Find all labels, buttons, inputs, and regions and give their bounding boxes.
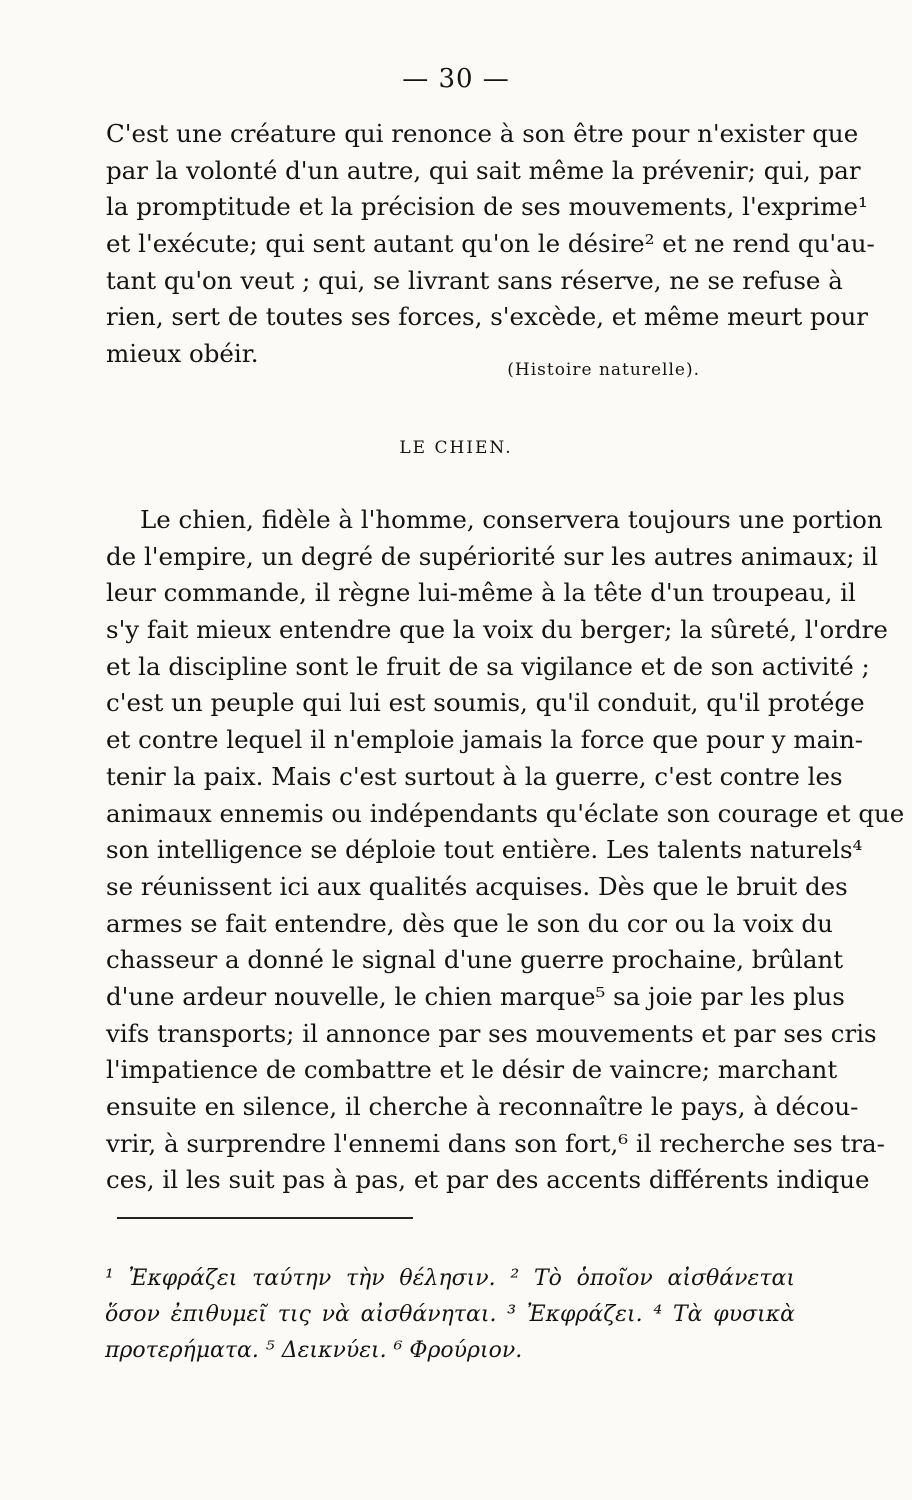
text-line: ensuite en silence, il cherche à reconnaître le pays, à décou- xyxy=(106,1092,859,1121)
text-line: de l'empire, un degré de supériorité sur les autres animaux; il xyxy=(106,541,878,571)
footnote-line: ¹ Ἐκφράζει ταύτην τὴν θέλησιν. ² Τὸ ὁποῖον αἰσθάνεται xyxy=(105,1266,795,1291)
source-attribution: (Histoire naturelle). xyxy=(507,360,700,380)
text-line: c'est un peuple qui lui est soumis, qu'il conduit, qu'il protége xyxy=(106,688,865,718)
paragraph-buffon-horse xyxy=(106,116,875,373)
text-line: chasseur a donné le signal d'une guerre prochaine, brûlant xyxy=(106,945,844,975)
section-title: LE CHIEN. xyxy=(399,438,513,458)
text-line: et l'exécute; qui sent autant qu'on le désire² et ne rend qu'au- xyxy=(106,229,875,259)
text-line: et la discipline sont le fruit de sa vigilance et de son activité ; xyxy=(106,651,870,681)
text-line: armes se fait entendre, dès que le son du cor ou la voix du xyxy=(106,908,833,938)
text-line: d'une ardeur nouvelle, le chien marque⁵ sa joie par les plus xyxy=(106,981,845,1011)
text-line: la promptitude et la précision de ses mouvements, l'exprime¹ xyxy=(106,192,868,222)
footnote-divider xyxy=(117,1217,413,1219)
text-line: rien, sert de toutes ses forces, s'excède, et même meurt pour xyxy=(106,302,868,332)
text-line: C'est une créature qui renonce à son être pour n'exister que xyxy=(106,119,859,148)
text-line: ces, il les suit pas à pas, et par des accents différents indique xyxy=(106,1165,870,1195)
text-line: mieux obéir. xyxy=(106,339,259,369)
paragraph-le-chien xyxy=(106,502,905,1199)
text-line: vifs transports; il annonce par ses mouvements et par ses cris xyxy=(106,1018,877,1048)
text-line: se réunissent ici aux qualités acquises. Dès que le bruit des xyxy=(106,871,848,901)
footnote-line: ὅσον ἐπιθυμεῖ τις νὰ αἰσθάνηται. ³ Ἐκφράζει. ⁴ Τὰ φυσικὰ xyxy=(105,1302,795,1327)
text-line: tenir la paix. Mais c'est surtout à la guerre, c'est contre les xyxy=(106,761,843,791)
footnotes xyxy=(105,1261,795,1369)
text-line: l'impatience de combattre et le désir de vaincre; marchant xyxy=(106,1055,838,1085)
text-line: son intelligence se déploie tout entière. Les talents naturels⁴ xyxy=(106,835,863,865)
page-number: — 30 — xyxy=(402,64,510,94)
text-line: tant qu'on veut ; qui, se livrant sans réserve, ne se refuse à xyxy=(106,265,843,295)
footnote-line: προτερήματα. ⁵ Δεικνύει. ⁶ Φρούριον. xyxy=(105,1338,523,1363)
text-line: vrir, à surprendre l'ennemi dans son fort,⁶ il recherche ses tra- xyxy=(106,1128,885,1158)
text-line: s'y fait mieux entendre que la voix du berger; la sûreté, l'ordre xyxy=(106,615,888,645)
text-line: et contre lequel il n'emploie jamais la force que pour y main- xyxy=(106,725,864,755)
text-line: par la volonté d'un autre, qui sait même la prévenir; qui, par xyxy=(106,155,861,185)
text-line: animaux ennemis ou indépendants qu'éclate son courage et que xyxy=(106,798,905,828)
text-line: Le chien, fidèle à l'homme, conservera toujours une portion xyxy=(140,505,883,534)
text-line: leur commande, il règne lui-même à la tête d'un troupeau, il xyxy=(106,578,856,608)
